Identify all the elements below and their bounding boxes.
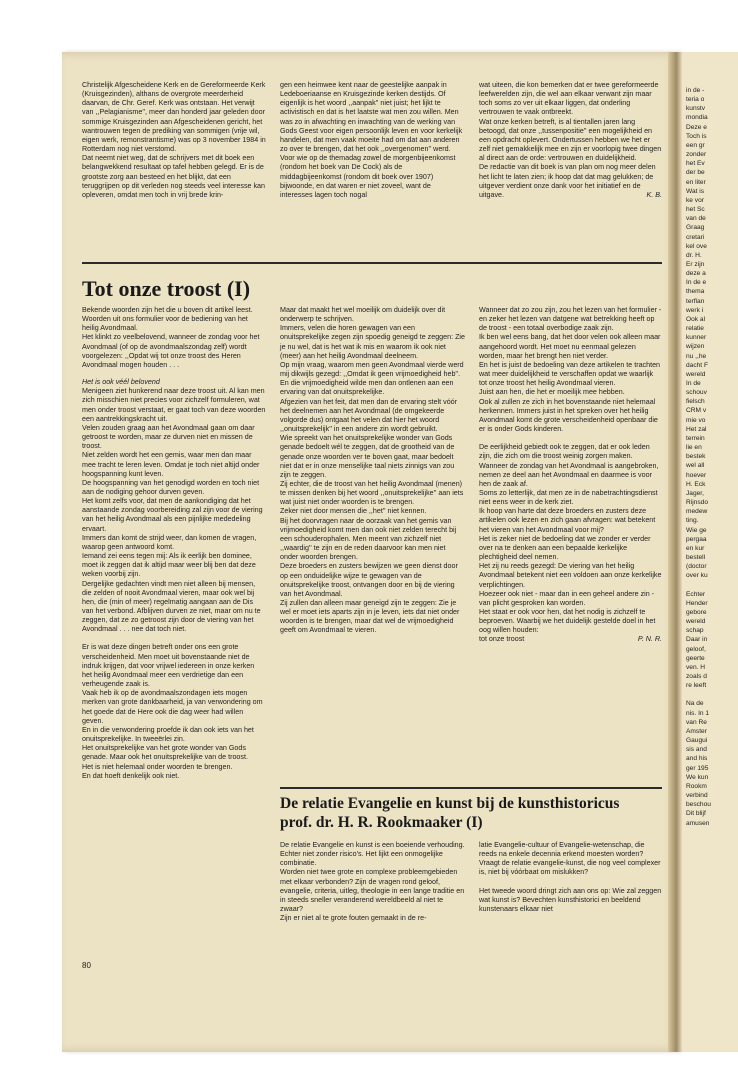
article2-column-1 — [280, 841, 465, 923]
paragraph: Zijn er niet al te grote fouten gemaakt in de re- — [280, 914, 427, 923]
next-page-line: kunner — [686, 334, 707, 342]
paragraph: Juist aan hen, die het er moeilijk mee hebben. — [479, 388, 625, 397]
article1-column-1 — [82, 306, 266, 781]
next-page-line: (doctor — [686, 563, 707, 571]
paragraph: Ik hoop van harte dat deze broeders en zusters deze artikelen ook lezen en zich gaan afvragen: wat betekent het vieren van het Avondmaal voor mij? — [479, 507, 656, 534]
next-page-line: kel ove — [686, 242, 707, 250]
article2-title-line2: prof. dr. H. R. Rookmaaker (I) — [280, 814, 483, 831]
next-page-line: thema — [686, 288, 705, 296]
next-page-line: zonder — [686, 151, 707, 159]
next-page-line: cretari — [686, 233, 705, 241]
page-gutter — [668, 52, 682, 1052]
next-page-line: Na de — [686, 700, 704, 708]
paragraph: Maar dat maakt het wel moeilijk om duidelijk over dit onderwerp te schrijven. — [280, 306, 446, 324]
next-page-line: Hender — [686, 599, 708, 607]
next-page-line: en liter — [686, 178, 706, 186]
next-page-line: der be — [686, 169, 705, 177]
paragraph: Bekende woorden zijn het die u boven dit artikel leest. Woorden uit ons formulier voor de bediening van het heilig Avondmaal. — [82, 306, 253, 333]
top-column-1 — [82, 81, 266, 200]
next-page-line: Dit blijf — [686, 810, 706, 818]
next-page-line: Graag — [686, 224, 705, 232]
paragraph: Vaak heb ik op de avondmaalszondagen iets mogen merken van grote dankbaarheid, ja van verwondering om het goede dat de Here ook die dag weer had willen geven. — [82, 689, 263, 725]
next-page-line: Rookm — [686, 782, 707, 790]
paragraph: Ook al zullen ze zich in het bovenstaande niet helemaal herkennen. Immers juist in het spreken over het heilig Avondmaal komt de grote verscheidenheid openbaar die er is onder Gods kinderen. — [479, 397, 658, 434]
paragraph: wat uiteen, die kon bemerken dat er twee gereformeerde leefwerelden zijn, die wel aan elkaar verwant zijn maar toch soms zo ver uit elkaar liggen, dat onderling vertrouwen te vaak ontbreekt. — [479, 81, 659, 117]
next-page-line: relatie — [686, 325, 704, 333]
next-page-line — [686, 580, 711, 589]
next-page-line: Wat is — [686, 187, 705, 195]
next-page-line: wijzen — [686, 343, 705, 351]
next-page-line: hoever — [686, 471, 707, 479]
paragraph: Het is zeker niet de bedoeling dat we zonder er verder over na te denken aan een bepaalde kerkelijke plechtigheid deel nemen. — [479, 534, 651, 562]
next-page-line: wel all — [686, 462, 705, 470]
next-page-line: fielsch — [686, 398, 705, 406]
paragraph: Dergelijke gedachten vindt men niet alleen bij mensen, die zelden of nooit Avondmaal vieren, maar ook wel bij hen, die (min of meer) regelmatig aangaan aan de Dis van het verbond. Afblijven durven ze niet, maar om nu te zeggen, dat ze zo getroost zijn door de viering van het Avondmaal . . . nee dat toch niet. — [82, 579, 261, 634]
next-page-line: Deze e — [686, 123, 707, 131]
next-page-line: Jager, — [686, 489, 704, 497]
paragraph: De relatie Evangelie en kunst is een boeiende verhouding. Echter niet zonder risico's. Het lijkt een onmogelijke combinatie. — [280, 841, 465, 868]
paragraph: Immers dan komt de strijd weer, dan komen de vragen, waarop geen antwoord komt. — [82, 533, 257, 551]
article1-column-2 — [280, 306, 465, 636]
next-page-line: ger 195 — [686, 764, 709, 772]
paragraph: Niet zelden wordt het een gemis, waar men dan maar mee tracht te leren leven. Omdat je toch niet altijd onder hoogspanning kunt leven. — [82, 451, 260, 478]
article1-column-3 — [479, 306, 662, 645]
paragraph: Voor wie op de themadag zowel de morgenbijeenkomst (rondom het boek van De Cock) als de middagbijeenkomst (rondom dit boek over 1907) bijwoonde, en dat waren er niet zoveel, want de interesses lagen toch nogal — [280, 154, 456, 199]
next-page-line: teria o — [686, 96, 705, 104]
next-page-line: dr. H. — [686, 251, 702, 259]
next-page-line: Ook al — [686, 315, 706, 323]
article1-closing-line — [479, 635, 662, 644]
next-page-text — [686, 86, 711, 828]
paragraph: latie Evangelie-cultuur of Evangelie-wetenschap, die reeds na enkele decennia erkend moesten worden? — [479, 841, 645, 859]
paragraph: Op mijn vraag, waarom men geen Avondmaal vierde werd mij dikwijls gezegd: ,,Omdat ik geen vrijmoedigheid heb''. — [280, 360, 464, 379]
paragraph: Vraagt de relatie evangelie-kunst, die nog veel complexer is, niet bij vóórbaat om mislukken? — [479, 859, 661, 877]
next-page-line: re leeft — [686, 682, 707, 690]
paragraph: Er is wat deze dingen betreft onder ons een grote verscheidenheid. Men moet uit bovenstaande niet de indruk krijgen, dat voor vrijwel iedereen in onze kerken het heilig Avondmaal meer een verdrietige dan een verheugende zaak is. — [82, 643, 255, 689]
paragraph: En dat hoeft denkelijk ook niet. — [82, 771, 180, 780]
paragraph: gen een heimwee kent naar de geestelijke aanpak in Ledeboeriaanse en Kruisgezinde kerken destijds. Of eigenlijk is het woord ,,aanpak'' niet juist; het lijkt te activistisch en dat is het laatste wat men zou willen. Men was zo in afwachting en inwachting van de werking van Gods Geest voor eigen persoonlijk leven en voor kerkelijk handelen, dat men vaak moeite had om dat aan anderen zo over te brengen, dat het ook ,,overgenomen'' werd. — [280, 81, 463, 154]
next-page-line: Rijnsdo — [686, 499, 708, 507]
paragraph: Het klinkt zo veelbelovend, wanneer de zondag voor het Avondmaal (of op de avondmaalszondag zelf) wordt voorgelezen: ,,Opdat wij tot onze troost des Heren Avondmaal mogen houden . . . — [82, 333, 260, 369]
next-page-line — [686, 690, 711, 699]
next-page-line: en kur — [686, 544, 705, 552]
next-page-line: wereld — [686, 618, 706, 626]
paragraph: De eerlijkheid gebiedt ook te zeggen, dat er ook leden zijn, die zich om die troost weinig zorgen maken. — [479, 443, 650, 461]
paragraph: Christelijk Afgescheidene Kerk en de Gereformeerde Kerk (Kruisgezinden), althans de overgrote meerderheid daarvan, de Chr. Geref. Kerk was ontstaan. Het verwijt van ,,Pelagianisme'', meer dan honderd jaar geleden door sommige Kruisgezinden aan Afgescheidenen gericht, het wantrouwen tegen de prediking van sommigen (vrije wil, eigen werk, remonstrantisme) was op 3 november 1984 in Rotterdam nog niet verstomd. — [82, 81, 266, 154]
next-page-line: Het zal — [686, 425, 707, 433]
paragraph: Zeker niet door mensen die ,,het'' niet kennen. — [280, 507, 427, 516]
next-page-line: In de — [686, 380, 701, 387]
paragraph: Wat onze kerken betreft, is al tientallen jaren lang betoogd, dat onze ,,tussenpositie'' een mogelijkheid en een opdracht oplevert. Ondertussen hebben we het er zelf niet gemakkelijk mee en zijn er voorlopig twee dingen al direct aan de orde: vertrouwen en duidelijkheid. — [479, 117, 662, 163]
next-page-line: bestell — [686, 553, 706, 561]
next-page-line: Daar in — [686, 636, 708, 644]
paragraph: Bij het doorvragen naar de oorzaak van het gemis van vrijmoedigheid komt men dan ook niet zelden terecht bij een schouderophalen. Men meent van zichzelf niet ,,waardig'' te zijn en de reden daarvoor kan men niet onder woorden brengen. — [280, 516, 457, 562]
paragraph: Velen zouden graag aan het Avondmaal gaan om daar getroost te worden, maar ze durven niet en missen de troost. — [82, 423, 255, 451]
next-page-line: een gr — [686, 141, 705, 149]
paragraph: Soms zo letterlijk, dat men ze in de nabetrachtingsdienst niet eens weer in de kerk ziet. — [479, 488, 658, 507]
paragraph: En het is juist de bedoeling van deze artikelen te trachten wat meer duidelijkheid te verschaffen opdat we waarlijk tot onze troost het heilig Avondmaal vieren. — [479, 360, 661, 388]
next-page-line: schouv — [686, 389, 707, 397]
next-page-line: We kun — [686, 773, 709, 781]
next-page-line: het Sc — [686, 206, 705, 214]
paragraph: Dat neemt niet weg, dat de schrijvers met dit boek een belangwekkend resultaat op tafel hebben gelegd. Er is de grootste zorg aan besteed en het blijkt, dat een teruggrijpen op dit verleden nog steeds veel interesse kan opleveren, omdat men toch in vrij brede krin- — [82, 154, 265, 199]
paragraph: Het komt zelfs voor, dat men de aankondiging dat het aanstaande zondag voorbereiding zal zijn voor de viering van het heilig Avondmaal als een pijnlijke mededeling ervaart. — [82, 497, 263, 533]
paragraph: Immers, velen die horen gewagen van een onuitsprekelijke zegen zijn spoedig geneigd te zeggen: Zie je nu wel, dat is het wat ik mis en waarom ik ook niet (meer) aan het heilig Avondmaal deelneem. — [280, 324, 465, 360]
next-page-line: wereld — [686, 370, 706, 378]
next-page-line: H. Eck — [686, 480, 706, 488]
paragraph: Hoezeer ook niet - maar dan in een geheel andere zin - van plicht gesproken kan worden. — [479, 589, 655, 607]
paragraph: Wanneer de zondag van het Avondmaal is aangebroken, nemen ze deel aan het Avondmaal en daarmee is voor hen de zaak af. — [479, 461, 659, 488]
paragraph: Wanneer dat zo zou zijn, zou het lezen van het formulier - en zeker het lezen van datgene wat betrekking heeft op de troost - een totaal overbodige zaak zijn. — [479, 306, 662, 333]
next-page-edge — [682, 52, 738, 1052]
next-page-line: pergaa — [686, 535, 707, 543]
next-page-line: Toch is — [686, 132, 707, 140]
next-page-line: het Ev — [686, 160, 705, 168]
paragraph: Afgezien van het feit, dat men dan de ervaring stelt vóór het deelnemen aan het Avondmaal (de omgekeerde volgorde dus) ontgaat het velen dat hier het woord ,,onuitsprekelijk'' in een andere zin wordt gebruikt. — [280, 397, 458, 434]
next-page-line: lie en — [686, 444, 702, 452]
next-page-line: bestek — [686, 453, 706, 461]
next-page-line: van Re — [686, 718, 707, 726]
top-column-3 — [479, 81, 662, 200]
article2-title-line1: De relatie Evangelie en kunst bij de kunsthistoricus — [280, 795, 620, 812]
next-page-line: Gaugui — [686, 737, 708, 745]
author-signature: P. N. R. — [637, 635, 662, 644]
next-page-line: Echter — [686, 590, 706, 598]
next-page-line: medew — [686, 508, 708, 516]
paragraph: Worden niet twee grote en complexe probleemgebieden met elkaar verbonden? Zijn de vragen rond geloof, evangelie, criteria, uitleg, theologie in een lange traditie en in steeds sneller veranderend wereldbeeld al niet te zwaar? — [280, 868, 465, 914]
article2-column-2 — [479, 841, 662, 914]
next-page-line: verbind — [686, 792, 708, 800]
next-page-line: Er zijn — [686, 260, 705, 268]
top-signature: K. B. — [646, 191, 662, 200]
next-page-line: deze a — [686, 270, 706, 278]
next-page-line: CRM v — [686, 407, 707, 415]
next-page-line: geerte — [686, 654, 705, 662]
next-page-line: ven. H — [686, 663, 706, 671]
article-title: Tot onze troost (I) — [82, 276, 251, 301]
next-page-line: gebore — [686, 608, 707, 616]
paragraph: Het zij nu reeds gezegd: De viering van het heilig Avondmaal betekent niet een voldoen aan onze kerkelijke verplichtingen. — [479, 562, 662, 589]
top-column-2 — [280, 81, 465, 200]
next-page-line: over ku — [686, 572, 708, 580]
section-divider-top — [82, 262, 662, 264]
next-page-line: zoals d — [686, 673, 707, 680]
paragraph: En die vrijmoedigheid wilde men dan ontlenen aan een ervaring van dat onuitsprekelijke. — [280, 379, 454, 397]
paragraph: Ik ben wel eens bang, dat het door velen ook alleen maar aangehoord wordt. Het moet nu eenmaal gelezen worden, maar het brengt hen niet verder. — [479, 333, 661, 360]
next-page-line: ke vor — [686, 196, 704, 204]
next-page-line: nis. In 1 — [686, 709, 710, 717]
section-divider-article2 — [280, 787, 662, 789]
next-page-line: geloof, — [686, 645, 706, 653]
paragraph: De redactie van dit boek is van plan om nog meer delen het licht te laten zien; ik hoop dat dat mag gelukken; de uitgever verdient onze dank voor het initiatief en de uitgave. — [479, 163, 656, 199]
paragraph: En in die verwondering proefde ik dan ook iets van het onuitsprekelijke. In tweeërlei zin. — [82, 725, 254, 744]
page-number: 80 — [82, 961, 91, 970]
next-page-line: In de e — [686, 279, 707, 287]
next-page-line: Amster — [686, 727, 707, 735]
next-page-line: Wie ge — [686, 526, 707, 534]
paragraph: Zij echter, die de troost van het heilig Avondmaal (menen) te missen denken bij het woord ,,onuitsprekelijke'' aan iets wat juist niet onder woorden is te brengen. — [280, 479, 464, 507]
next-page-line: schap — [686, 627, 704, 635]
paragraph: Iemand zei eens tegen mij: Als ik eerlijk ben dominee, moet ik zeggen dat ik altijd maar weer blij ben dat deze weken voorbij zijn. — [82, 552, 256, 579]
subheading: Het is ook véél belovend — [82, 378, 160, 387]
next-page-line: amusen — [686, 819, 710, 827]
next-page-line: sis and — [686, 746, 707, 754]
next-page-line: beschou — [686, 801, 711, 809]
next-page-line: werk i — [686, 306, 704, 314]
paragraph: Het tweede woord dringt zich aan ons op: Wie zal zeggen wat kunst is? Bevechten kunsthistorici en beeldend kunstenaars elkaar niet — [479, 886, 662, 913]
paragraph: Zij zullen dan alleen maar geneigd zijn te zeggen: Zie je wel er moet iets aparts zijn in je leven, iets dat niet onder woorden is te brengen, maar dat wel de vrijmoedigheid geeft om Avondmaal te vieren. — [280, 599, 460, 635]
next-page-line: and his — [686, 755, 708, 763]
next-page-line: terrein — [686, 434, 705, 442]
paragraph: Menigeen ziet hunkerend naar deze troost uit. Al kan men zich misschien niet precies voor zichzelf formuleren, wat men onder troost verstaat, er gaat toch van deze woorden een aantrekkingskracht uit. — [82, 387, 266, 423]
next-page-line: mondia — [686, 114, 708, 122]
next-page-line: ting. — [686, 517, 699, 525]
next-page-line: kunstv — [686, 105, 706, 113]
paragraph: Het staat er ook voor hen, dat het nodig is zichzelf te beproeven. Waarbij we het duidelijk gestelde doel in het oog willen houden: — [479, 608, 656, 635]
next-page-line: dacht F — [686, 361, 708, 369]
next-page-line: mie vo — [686, 416, 706, 424]
closing-phrase: tot onze troost — [479, 635, 525, 644]
next-page-line: terflan — [686, 297, 705, 305]
paragraph: De hoogspanning van het genodigd worden en toch niet aan de nodiging gehoor durven geven. — [82, 478, 260, 496]
next-page-line: in de - — [686, 87, 705, 94]
paragraph: Het is niet helemaal onder woorden te brengen. — [82, 762, 233, 771]
next-page-line: van de — [686, 215, 706, 223]
paragraph: Deze broeders en zusters bewijzen we geen dienst door op een onduidelijke wijze te gewagen van de onuitsprekelijke troost, ontvangen door en bij de viering van het Avondmaal. — [280, 562, 458, 598]
paragraph: Het onuitsprekelijke van het grote wonder van Gods genade. Maar ook het onuitsprekelijke van de troost. — [82, 744, 248, 762]
next-page-line: nu ,,he — [686, 352, 707, 360]
paragraph: Wie spreekt van het onuitsprekelijke wonder van Gods genade bedoelt wél te zeggen, dat de grootheid van de genade onze woorden ver te boven gaat, maar bedoelt niet dat er in onze menselijke taal niets zinnigs van zou zijn te zeggen. — [280, 434, 455, 479]
